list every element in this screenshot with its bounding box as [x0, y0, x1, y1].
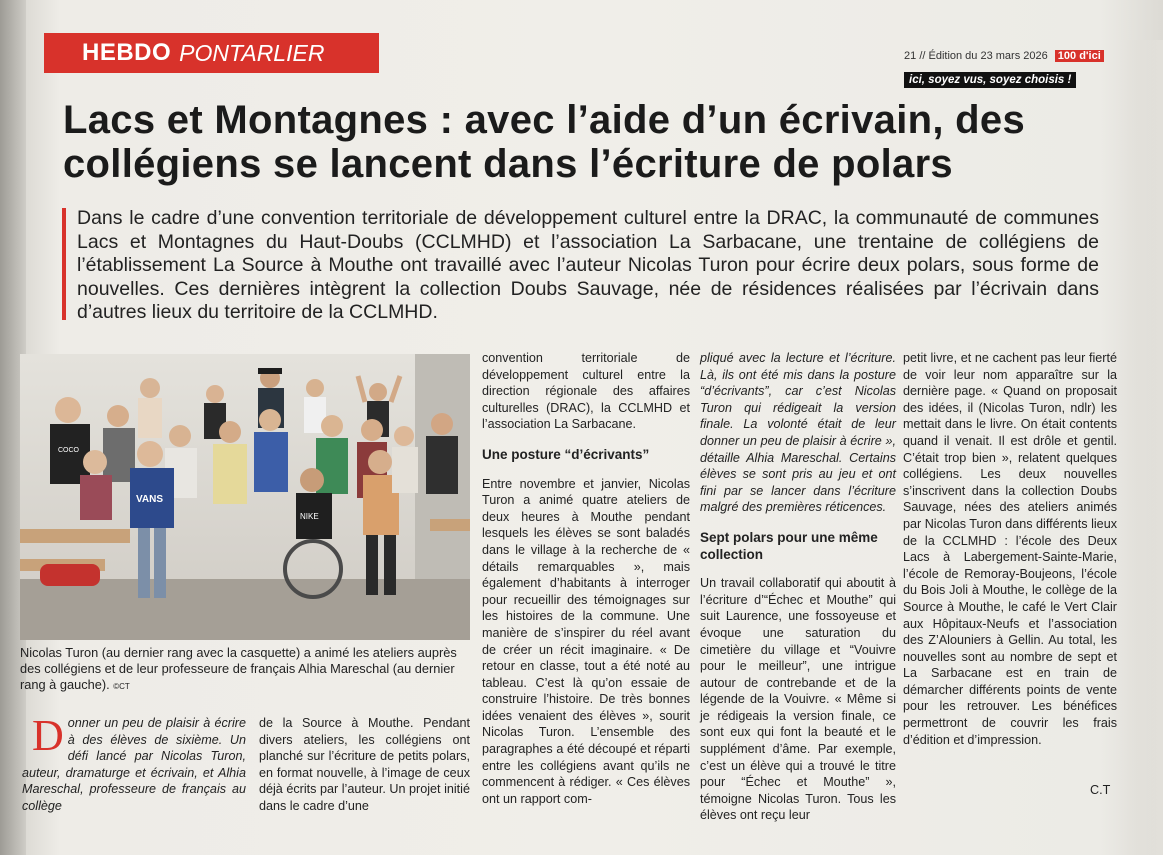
article-lead: Dans le cadre d’une convention territoriale de développement culturel entre la DRAC, la communauté de communes Lacs et Montagnes du Haut-Doubs (CCLMHD) et l’association La Sarbacane, une trentaine de collégiens de l’établissement La Source à Mouthe ont travaillé avec l’auteur Nicolas Turon pour écrire deux polars, sous forme de nouvelles. Ces dernières intègrent la collection Doubs Sauvage, née de résidences réalisées par l’écrivain dans d’autres lieux du territoire de la CCLMHD. [77, 207, 1099, 323]
photo-caption [20, 645, 470, 695]
article-column-3 [700, 350, 896, 824]
section-tag [44, 33, 379, 73]
edition-date: Édition du 23 mars 2026 [928, 50, 1048, 62]
brand-tagline: ici, soyez vus, soyez choisis ! [904, 72, 1076, 88]
shirt-text-vans: VANS [136, 494, 164, 505]
article-column-1b [259, 715, 470, 815]
shirt-text-coco: COCO [58, 447, 79, 454]
classroom-floor [20, 579, 470, 640]
subheading-posture: Une posture “d’écrivants” [482, 446, 650, 462]
paragraph: pliqué avec la lecture et l’écriture. Là, ils ont été mis dans la posture “d’écrivants”, car c’est Nicolas Turon qui rédigeait la version finale. La volonté était de leur donner un peu de plaisir à écrire », détaille Alhia Mareschal. Certains élèves se sont pris au jeu et ont fini par se lancer dans l’écriture malgré des premières réticences. [700, 351, 896, 515]
intro-text: onner un peu de plaisir à écrire à des élèves de sixième. Un défi lancé par Nicolas Turon, auteur, dramaturge et écrivain, et Alhia Mareschal, professeure de français au collège [22, 716, 246, 813]
shirt-text-nike: NIKE [300, 512, 319, 521]
lead-accent-bar [62, 208, 66, 320]
subheading-polars: Sept polars pour une même collection [700, 529, 878, 562]
article-headline: Lacs et Montagnes : avec l’aide d’un écrivain, des collégiens se lancent dans l’écriture de polars [63, 98, 1025, 186]
cap [258, 368, 282, 374]
article-photo [20, 354, 470, 640]
red-pencil-case [40, 564, 100, 586]
section-name-light: PONTARLIER [179, 39, 325, 66]
drop-cap: D [32, 711, 64, 760]
class-group-photo [20, 354, 470, 640]
desk-right [430, 519, 470, 531]
article-column-2 [482, 350, 690, 807]
author-signature: C.T [1090, 783, 1111, 797]
section-name-bold: HEBDO [82, 39, 172, 66]
paragraph: petit livre, et ne cachent pas leur fierté de voir leur nom apparaître sur la dernière page. « Quand on proposait des idées, il (Nicolas Turon, ndlr) les mettait dans le livre. On était contents quand il venait. Il est drôle et gentil. C’était trop bien », relatent quelques collégiens. Les deux nouvelles s’inscrivent dans la collection Doubs Sauvage, nées des ateliers animés par Nicolas Turon dans différents lieux de la CCLMHD : l’école des Deux Lacs à Labergement-Sainte-Marie, l’école de Remoray-Boujeons, l’école du Bois Joli à Mouthe, le collège de la Source à Mouthe, le café le Vert Clair aux Hôpitaux-Neufs et l’association des Z’Alouniers à Gellin. Au total, les nouvelles sont au nombre de sept et La Sarbacane est en train de démarcher différents points de vente pour les retrouver. Les bénéfices permettront de couvrir les frais d’édition et d’impression. [903, 351, 1117, 747]
page-number: 21 [904, 50, 917, 62]
photo-credit: ©CT [113, 682, 130, 691]
caption-text: Nicolas Turon (au dernier rang avec la casquette) a animé les ateliers auprès des collégiens et de leur professeure de français Alhia Mareschal (au dernier rang à gauche). [20, 645, 457, 692]
paragraph: Entre novembre et janvier, Nicolas Turon a animé quatre ateliers de deux heures à Mouthe pendant lesquels les élèves se sont baladés dans le village à la recherche de « détails remarquables », mais également d’habitants à interroger pour recueillir des témoignages sur les histoires de la commune. Une manière de s’inspirer du réel avant de créer un récit imaginaire. « De retour en classe, tout a été noté au tableau. C’est là qu’on essaie de construire l’histoire. De très bonnes idées venaient des élèves », sourit Nicolas Turon. L’ensemble des paragraphes a été découpé et réparti entre les collégiens avant qu’ils ne commencent à rédiger. « Ces élèves ont un rapport com- [482, 476, 690, 806]
paragraph: de la Source à Mouthe. Pendant divers ateliers, les collégiens ont planché sur l’écriture de petits polars, en format nouvelle, à l’image de ceux déjà écrits par l’auteur. Un projet initié dans le cadre d’une [259, 716, 470, 813]
article-intro-column [22, 711, 246, 815]
paragraph: convention territoriale de développement culturel entre la direction régionale des affaires culturelles (DRAC), la CCLMHD et l’association La Sarbacane. [482, 351, 690, 432]
article-column-4 [903, 350, 1117, 748]
desk-left [20, 529, 130, 543]
separator: // [919, 50, 929, 62]
page-edge-shadow [1118, 40, 1163, 855]
edition-line [904, 50, 1104, 62]
paragraph: Un travail collaboratif qui aboutit à l’écriture d’“Échec et Mouthe” qui suit Laurence, une fossoyeuse et évoque une saturation du cimetière du village et “Vouivre pour le meilleur”, une intrigue autour de contrebande et de la légende de la Vouivre. « Même si je rédigeais la version finale, ce sont eux qui font la beauté et le supplément d’âme. Par exemple, c’est un élève qui a trouvé le titre pour “Échec et Mouthe” », témoigne Nicolas Turon. Tous les élèves ont reçu leur [700, 576, 896, 823]
brand-logo: 100 d'ici [1055, 50, 1104, 62]
